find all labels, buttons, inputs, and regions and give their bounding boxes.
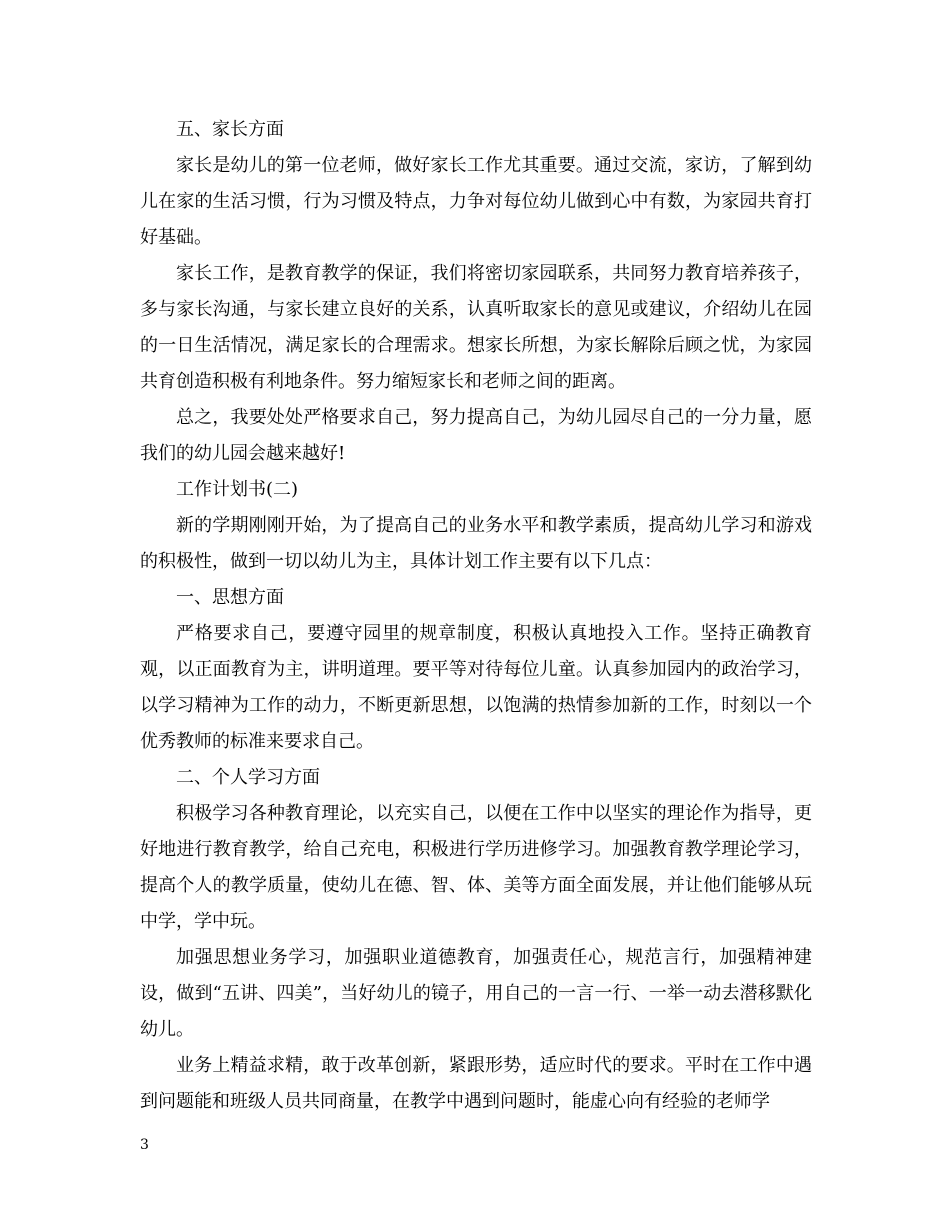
paragraph: 加强思想业务学习，加强职业道德教育，加强责任心，规范言行，加强精神建设，做到“五讲、四美”，当好幼儿的镜子，用自己的一言一行、一举一动去潜移默化幼儿。 bbox=[140, 947, 812, 1040]
paragraph: 家长工作，是教育教学的保证，我们将密切家园联系，共同努力教育培养孩子，多与家长沟通，与家长建立良好的关系，认真听取家长的意见或建议，介绍幼儿在园的一日生活情况，满足家长的合理需求。想家长所想，为家长解除后顾之忧，为家园共育创造积极有利地条件。努力缩短家长和老师之间的距离。 bbox=[140, 263, 812, 392]
document-subtitle: 工作计划书(二) bbox=[176, 479, 299, 500]
paragraph: 业务上精益求精，敢于改革创新，紧跟形势，适应时代的要求。平时在工作中遇到问题能和班级人员共同商量，在教学中遇到问题时，能虚心向有经验的老师学 bbox=[140, 1055, 812, 1112]
paragraph: 积极学习各种教育理论，以充实自己，以便在工作中以坚实的理论作为指导，更好地进行教育教学，给自己充电，积极进行学历进修学习。加强教育教学理论学习，提高个人的教学质量，使幼儿在德、智、体、美等方面全面发展，并让他们能够从玩中学，学中玩。 bbox=[140, 803, 812, 932]
paragraph: 新的学期刚刚开始，为了提高自己的业务水平和教学素质，提高幼儿学习和游戏的积极性，做到一切以幼儿为主，具体计划工作主要有以下几点： bbox=[140, 515, 812, 572]
paragraph: 家长是幼儿的第一位老师，做好家长工作尤其重要。通过交流，家访，了解到幼儿在家的生活习惯，行为习惯及特点，力争对每位幼儿做到心中有数，为家园共育打好基础。 bbox=[140, 155, 812, 248]
section-heading-thought: 一、思想方面 bbox=[176, 587, 284, 608]
section-heading-study: 二、个人学习方面 bbox=[176, 767, 320, 788]
document-body bbox=[140, 112, 812, 1120]
section-heading-parents: 五、家长方面 bbox=[176, 119, 284, 140]
page-number: 3 bbox=[140, 1137, 149, 1153]
paragraph: 严格要求自己，要遵守园里的规章制度，积极认真地投入工作。坚持正确教育观，以正面教育为主，讲明道理。要平等对待每位儿童。认真参加园内的政治学习，以学习精神为工作的动力，不断更新思想，以饱满的热情参加新的工作，时刻以一个优秀教师的标准来要求自己。 bbox=[140, 623, 812, 752]
paragraph: 总之，我要处处严格要求自己，努力提高自己，为幼儿园尽自己的一分力量，愿我们的幼儿园会越来越好! bbox=[140, 407, 812, 464]
